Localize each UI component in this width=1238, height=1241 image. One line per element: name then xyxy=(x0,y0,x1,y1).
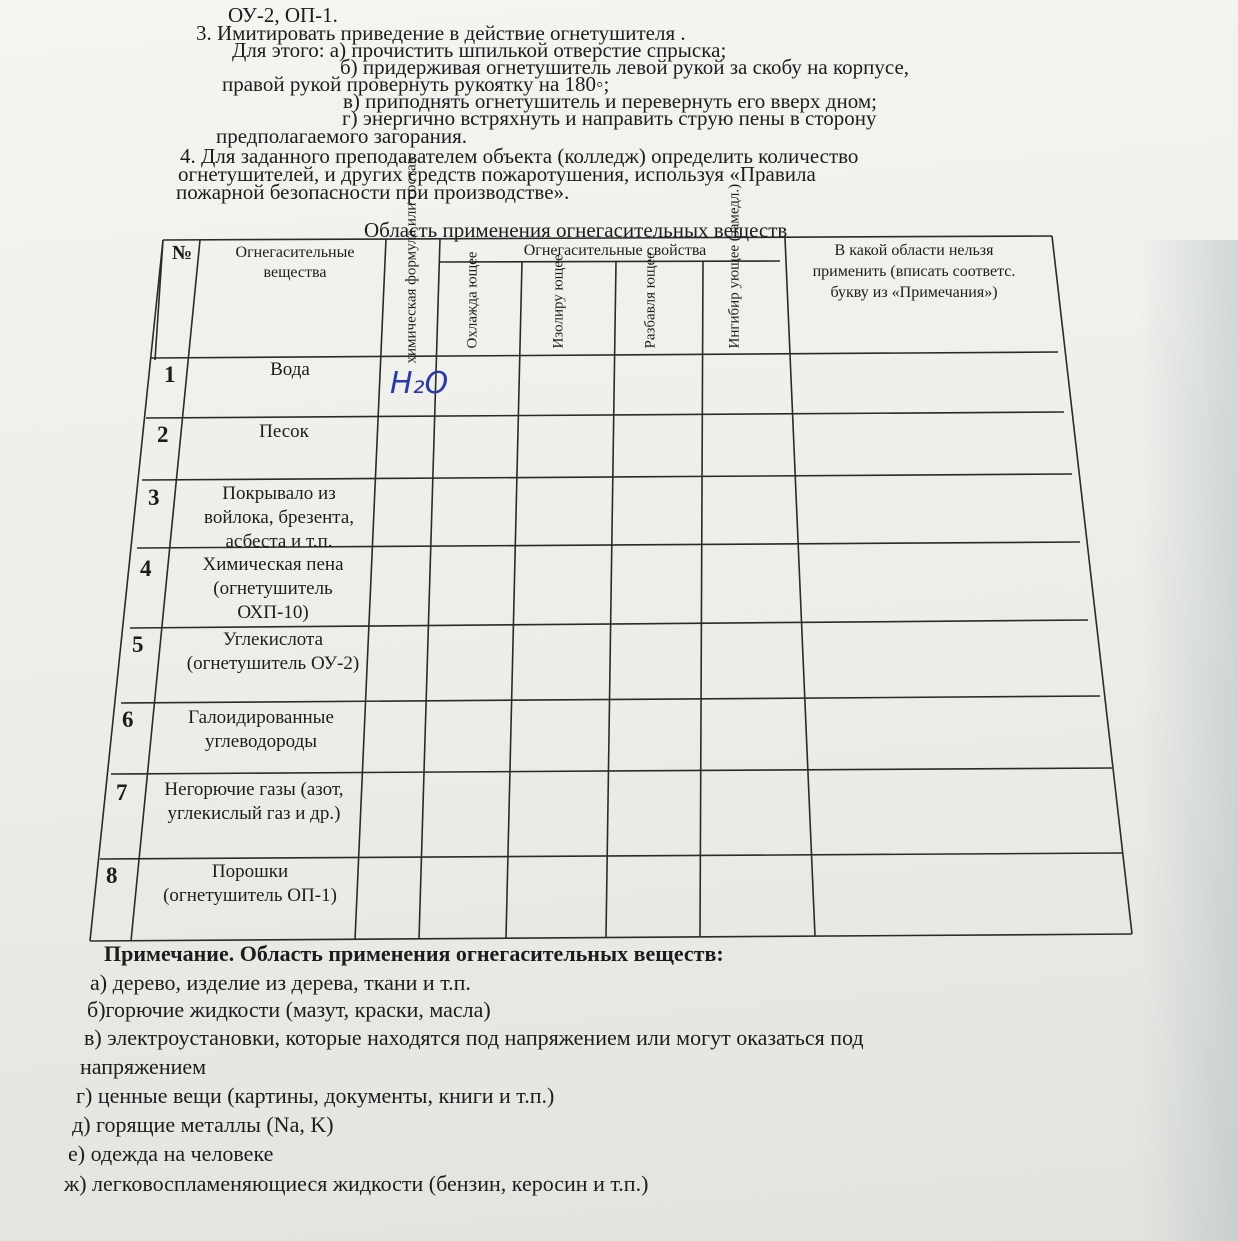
instruction-line: 4. Для заданного преподавателем объекта (колледж) определить количество xyxy=(180,144,859,168)
substance-name: Песок xyxy=(259,421,309,442)
note-item: б)горючие жидкости (мазут, краски, масла) xyxy=(87,997,491,1022)
instruction-line: пожарной безопасности при производстве». xyxy=(176,180,570,204)
note-item: ж) легковоспламеняющиеся жидкости (бензин, керосин и т.п.) xyxy=(64,1171,649,1196)
header-insulating: Изолиру ющее xyxy=(550,254,567,349)
header-substance: Огнегасительные вещества xyxy=(235,244,355,281)
row-number: 1 xyxy=(164,362,176,387)
instruction-line: огнетушителей, и других средств пожаротушения, используя «Правила xyxy=(178,162,816,186)
instruction-line: предполагаемого загорания. xyxy=(216,124,468,148)
instruction-line: г) энергично встряхнуть и направить струю пены в сторону xyxy=(342,106,877,130)
substance-name: Галоидированные углеводороды xyxy=(188,707,334,752)
note-item: в) электроустановки, которые находятся под напряжением или могут оказаться под xyxy=(84,1025,864,1050)
header-num: № xyxy=(171,242,193,264)
row-number: 3 xyxy=(148,485,160,510)
row-number: 8 xyxy=(106,863,118,888)
instruction-line: ОУ-2, ОП-1. xyxy=(228,3,338,27)
row-number: 7 xyxy=(116,780,128,805)
substance-name: Химическая пена (огнетушитель ОХП-10) xyxy=(202,554,344,623)
substance-name: Вода xyxy=(270,359,310,380)
note-item: е) одежда на человеке xyxy=(68,1141,274,1166)
instruction-line: в) приподнять огнетушитель и перевернуть его вверх дном; xyxy=(343,89,877,113)
instruction-line: 3. Имитировать приведение в действие огнетушителя . xyxy=(196,21,686,45)
handwritten-formula: H₂O xyxy=(390,366,449,401)
substance-name: Покрывало из войлока, брезента, асбеста и т.п. xyxy=(203,483,355,552)
row-number: 4 xyxy=(140,556,152,581)
substance-name: Негорючие газы (азот, углекислый газ и др.) xyxy=(164,779,344,824)
instruction-line: правой рукой провернуть рукоятку на 180◦; xyxy=(222,72,610,96)
note-item: напряжением xyxy=(80,1054,207,1079)
note-item: г) ценные вещи (картины, документы, книги и т.п.) xyxy=(76,1083,555,1108)
header-restriction: В какой области нельзя применить (вписать соответс. букву из «Примечания») xyxy=(812,242,1016,301)
header-properties: Огнегасительные свойства xyxy=(523,242,707,259)
table-caption: Область применения огнегасительных веществ xyxy=(364,218,788,242)
header-formula: химическая формула или состав xyxy=(403,157,420,364)
note-item: а) дерево, изделие из дерева, ткани и т.п. xyxy=(90,970,471,995)
header-cooling: Охлажда ющее xyxy=(464,251,481,349)
note-item: д) горящие металлы (Na, K) xyxy=(72,1112,334,1137)
row-number: 2 xyxy=(157,422,169,447)
substance-name: Углекислота (огнетушитель ОУ-2) xyxy=(186,629,360,674)
note-title: Примечание. Область применения огнегасительных веществ: xyxy=(104,941,724,966)
substance-name: Порошки (огнетушитель ОП-1) xyxy=(163,861,337,906)
header-diluting: Разбавля ющее xyxy=(642,252,659,349)
header-inhibiting: Ингибир ующее (замедл.) xyxy=(726,183,743,349)
row-number: 5 xyxy=(132,632,144,657)
instruction-line: б) придерживая огнетушитель левой рукой за скобу на корпусе, xyxy=(340,55,910,79)
row-number: 6 xyxy=(122,707,134,732)
instruction-line: Для этого: а) прочистить шпилькой отверстие спрыска; xyxy=(232,38,727,62)
